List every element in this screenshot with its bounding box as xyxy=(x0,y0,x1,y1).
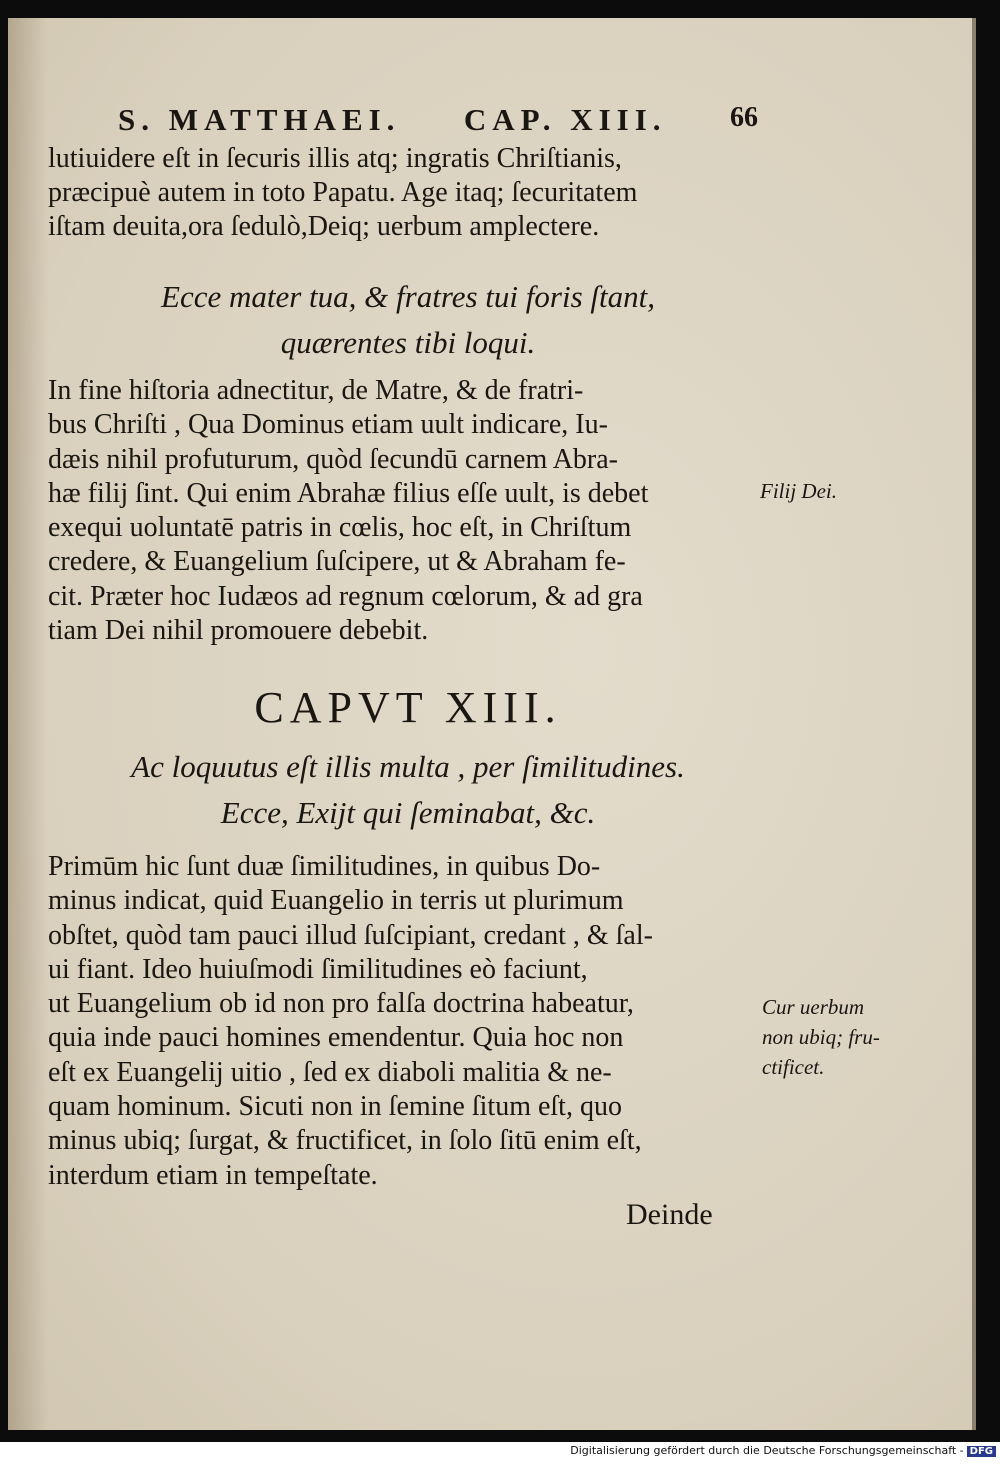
quote-line: Ac loquutus eſt illis multa , per ſimilitudines. xyxy=(131,749,685,784)
text-line: interdum etiam in tempeſtate. xyxy=(48,1159,378,1191)
text-line: lutiuidere eſt in ſecuris illis atq; ingratis Chriſtianis, xyxy=(48,143,622,174)
margin-note-line: Cur uerbum xyxy=(762,995,865,1019)
digitization-footer xyxy=(0,1444,996,1457)
text-line: minus indicat, quid Euangelio in terris ut plurimum xyxy=(48,885,624,917)
text-line: eſt ex Euangelij uitio , ſed ex diaboli malitia & ne- xyxy=(48,1056,612,1088)
quote-line: quærentes tibi loqui. xyxy=(280,325,536,360)
text-line: obſtet, quòd tam pauci illud ſuſcipiant, credant , & ſal- xyxy=(48,919,653,951)
dfg-logo: DFG xyxy=(967,1446,996,1457)
folio-number: 66 xyxy=(729,102,758,133)
scripture-quote-2 xyxy=(48,744,768,836)
text-line: quam hominum. Sicuti non in ſemine ſitum eſt, quo xyxy=(48,1091,622,1123)
text-line: minus ubiq; ſurgat, & fructificet, in ſolo ſitū enim eſt, xyxy=(48,1125,642,1157)
margin-note-line: ctificet. xyxy=(762,1055,825,1079)
margin-note-line: Filij Dei. xyxy=(760,479,837,503)
text-line: ut Euangelium ob id non pro falſa doctrina habeatur, xyxy=(48,988,634,1020)
text-line: dæis nihil profuturum, quòd ſecundū carnem Abra- xyxy=(48,443,618,475)
text-line: præcipuè autem in toto Papatu. Age itaq; ſecuritatem xyxy=(48,177,638,208)
chapter-heading: CAPVT XIII. xyxy=(254,683,562,732)
text-line: hæ filij ſint. Qui enim Abrahæ filius eſſe uult, is debet xyxy=(48,477,649,509)
paragraph-2 xyxy=(48,374,748,648)
text-line: quia inde pauci homines emendentur. Quia hoc non xyxy=(48,1022,624,1054)
quote-line: Ecce mater tua, & fratres tui foris ſtant, xyxy=(161,279,655,314)
text-line: Primūm hic ſunt duæ ſimilitudines, in quibus Do- xyxy=(48,851,601,882)
margin-note-2 xyxy=(762,992,880,1082)
catchword: Deinde xyxy=(626,1198,713,1231)
book-page xyxy=(8,18,972,1430)
text-line: In fine hiſtoria adnectitur, de Matre, & de fratri- xyxy=(48,375,584,406)
paragraph-1 xyxy=(48,142,748,244)
text-line: exequi uoluntatē patris in cœlis, hoc eſt, in Chriſtum xyxy=(48,512,632,544)
paragraph-3 xyxy=(48,850,748,1193)
margin-note-1 xyxy=(760,476,837,506)
text-line: tiam Dei nihil promouere debebit. xyxy=(48,615,429,647)
quote-line: Ecce, Exijt qui ſeminabat, &c. xyxy=(220,795,596,830)
footer-text: Digitalisierung gefördert durch die Deutsche Forschungsgemeinschaft - xyxy=(570,1444,964,1457)
text-line: iſtam deuita,ora ſedulò,Deiq; uerbum amplectere. xyxy=(48,211,600,242)
page-edge xyxy=(972,18,976,1430)
text-line: bus Chriſti , Qua Dominus etiam uult indicare, Iu- xyxy=(48,409,608,441)
text-line: ui fiant. Ideo huiuſmodi ſimilitudines eò faciunt, xyxy=(48,953,588,985)
running-head xyxy=(118,102,758,138)
scripture-quote-1 xyxy=(48,274,768,366)
running-head-center: CAP. XIII. xyxy=(463,102,667,137)
text-line: cit. Præter hoc Iudæos ad regnum cœlorum, & ad gra xyxy=(48,580,643,612)
margin-note-line: non ubiq; fru- xyxy=(762,1025,880,1049)
running-head-left: S. MATTHAEI. xyxy=(118,102,401,137)
text-line: credere, & Euangelium ſuſcipere, ut & Abraham fe- xyxy=(48,546,626,578)
